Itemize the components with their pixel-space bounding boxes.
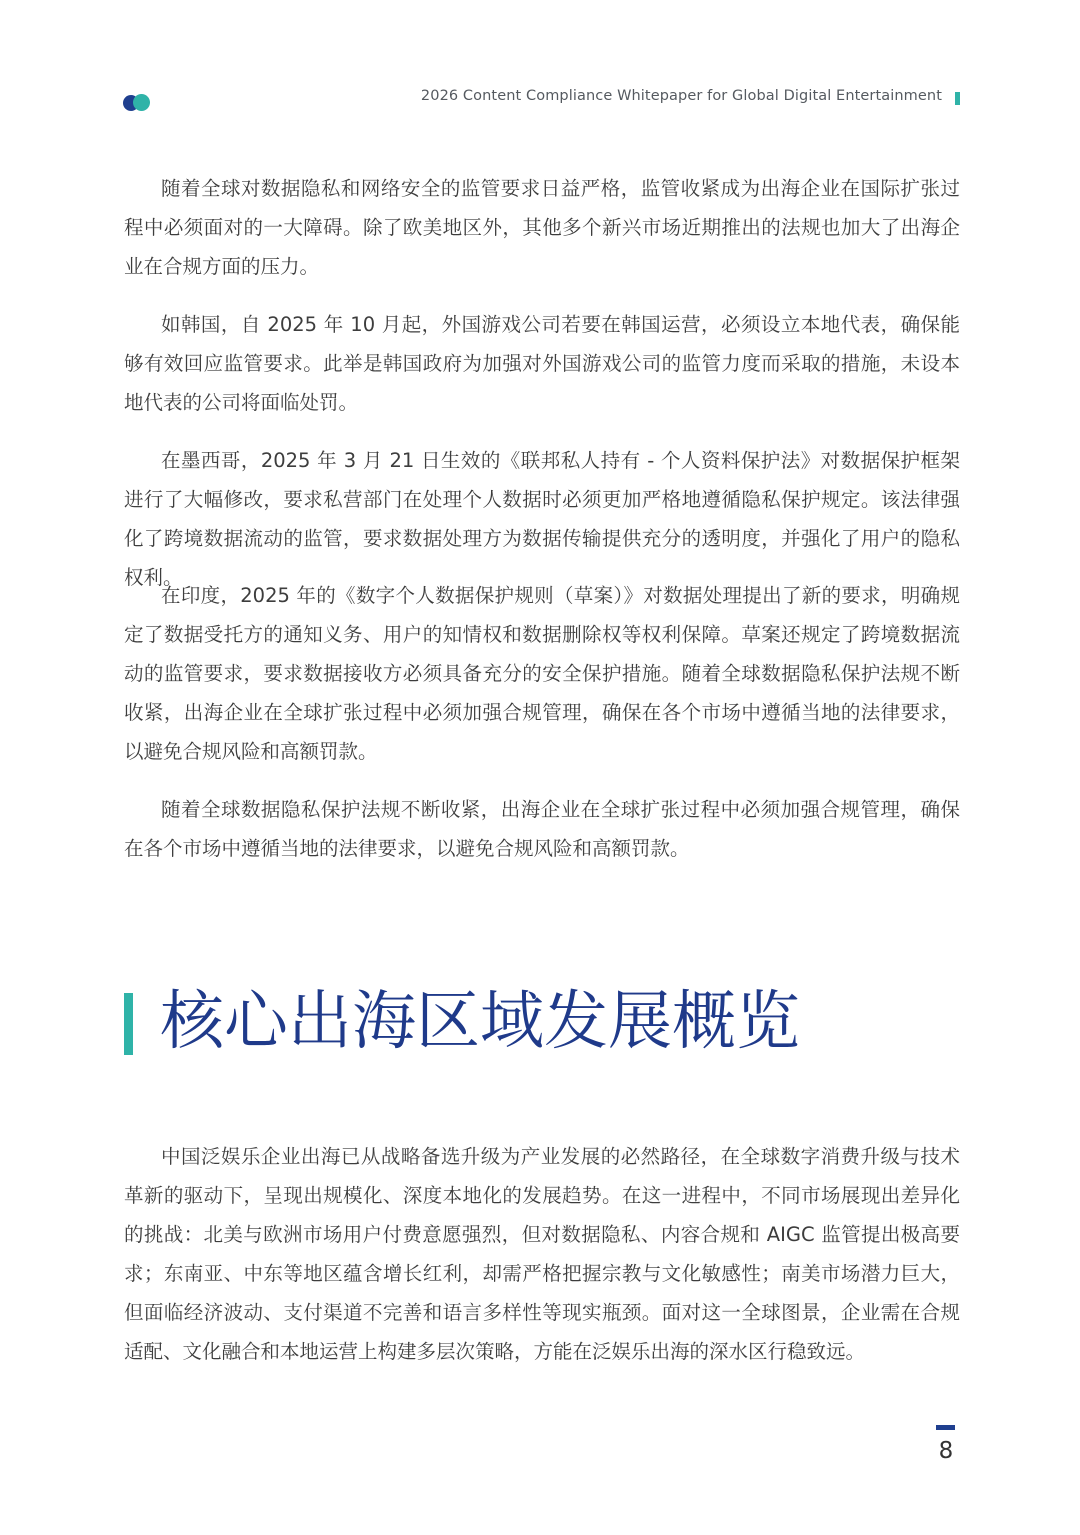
logo-teal-circle [133,94,150,111]
header-accent-bar [955,92,960,105]
page-number: 8 [938,1438,954,1464]
section-heading: 核心出海区域发展概览 [160,985,800,1059]
brand-logo-icon [123,94,151,112]
paragraph-india: 在印度，2025 年的《数字个人数据保护规则（草案）》对数据处理提出了新的要求，明确规定了数据受托方的通知义务、用户的知情权和数据删除权等权利保障。草案还规定了跨境数据流动的监管要求，要求数据接收方必须具备充分的安全保护措施。随着全球数据隐私保护法规不断收紧，出海企业在全球扩张过程中必须加强合规管理，确保在各个市场中遵循当地的法律要求，以避免合规风险和高额罚款。 [124,584,960,763]
paragraph-intro: 随着全球对数据隐私和网络安全的监管要求日益严格，监管收紧成为出海企业在国际扩张过程中必须面对的一大障碍。除了欧美地区外，其他多个新兴市场近期推出的法规也加大了出海企业在合规方面的压力。 [124,177,960,278]
section-paragraph: 中国泛娱乐企业出海已从战略备选升级为产业发展的必然路径，在全球数字消费升级与技术革新的驱动下，呈现出规模化、深度本地化的发展趋势。在这一进程中，不同市场展现出差异化的挑战：北美与欧洲市场用户付费意愿强烈，但对数据隐私、内容合规和 AIGC 监管提出极高要求；东南亚、中东等地区蕴含增长红利，却需严格把握宗教与文化敏感性；南美市场潜力巨大，但面临经济波动、支付渠道不完善和语言多样性等现实瓶颈。面对这一全球图景，企业需在合规适配、文化融合和本地运营上构建多层次策略，方能在泛娱乐出海的深水区行稳致远。 [124,1145,960,1363]
paragraph-summary: 随着全球数据隐私保护法规不断收紧，出海企业在全球扩张过程中必须加强合规管理，确保在各个市场中遵循当地的法律要求，以避免合规风险和高额罚款。 [124,798,960,860]
paragraph-mexico: 在墨西哥，2025 年 3 月 21 日生效的《联邦私人持有 - 个人资料保护法》对数据保护框架进行了大幅修改，要求私营部门在处理个人数据时必须更加严格地遵循隐私保护规定。该法律强化了跨境数据流动的监管，要求数据处理方为数据传输提供充分的透明度，并强化了用户的隐私权利。 [124,449,960,589]
paragraph-korea: 如韩国，自 2025 年 10 月起，外国游戏公司若要在韩国运营，必须设立本地代表，确保能够有效回应监管要求。此举是韩国政府为加强对外国游戏公司的监管力度而采取的措施，未设本地代表的公司将面临处罚。 [124,313,960,414]
section-heading-accent-bar [124,993,133,1055]
page-number-accent-bar [936,1425,955,1430]
header-title: 2026 Content Compliance Whitepaper for Global Digital Entertainment [420,88,942,104]
